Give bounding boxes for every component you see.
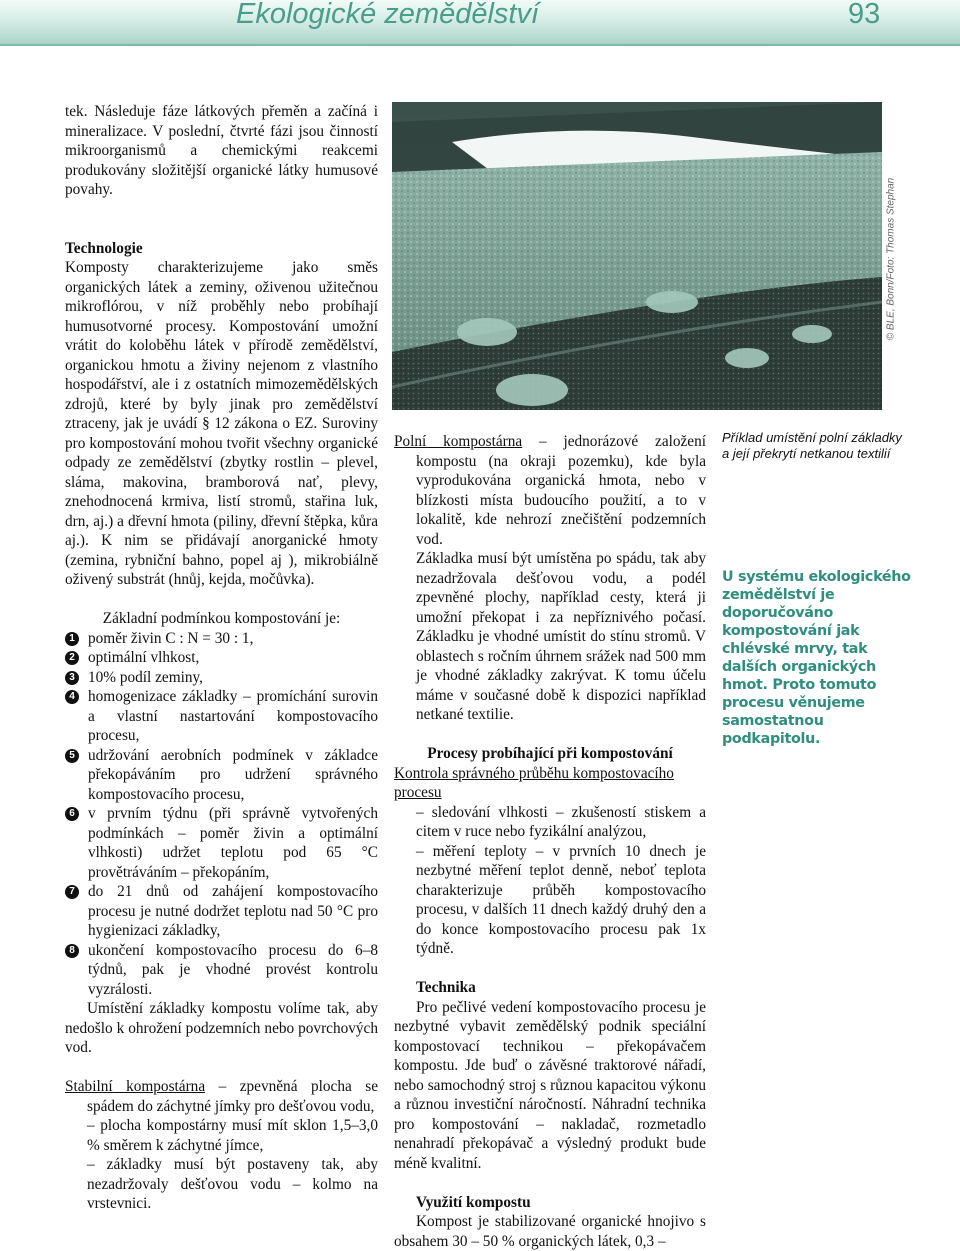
technique-heading: Technika (416, 979, 476, 996)
number-bullet: 8 (65, 944, 79, 958)
stable-compost-term: Stabilní kompostárna (65, 1078, 206, 1095)
pull-quote: U systému ekologického zemědělství je doporučováno kompostování jak chlévské mrvy, tak dalších organických hmot. Proto tomuto procesu věnujeme samostatnou podkapitolu. (722, 569, 911, 747)
list-item: 8 ukončení kompostovacího procesu do 6–8 týdnů, pak je vhodné provést kontrolu vyzrálosti. (65, 941, 378, 1000)
intro-paragraph: tek. Následuje fáze látkových přeměn a začíná i mineralizace. V poslední, čtvrté fázi jsou činností mikroorganismů a chemickými reakcemi produkovány složitější organické látky humusové povahy. (65, 103, 378, 198)
number-bullet: 1 (65, 632, 79, 646)
header-rule (0, 44, 960, 46)
list-item: 1 poměr živin C : N = 30 : 1, (65, 629, 378, 649)
number-bullet: 6 (65, 807, 79, 821)
running-title: Ekologické zemědělství (236, 0, 540, 30)
technology-heading: Technologie (65, 239, 143, 257)
processes-dash-2: – měření teploty – v prvních 10 dnech je nezbytné měření teplot denně, neboť teplota charakterizuje průběh kompostovacího procesu, v dalších 11 dnech každý druhý den a do konce kompostovacího procesu pak 1x týdně. (416, 842, 706, 957)
conditions-list (65, 629, 378, 1000)
field-compost-term: Polní kompostárna (394, 433, 523, 450)
number-bullet: 7 (65, 885, 79, 899)
technology-paragraph: Komposty charakterizujeme jako směs organických látek a zeminy, oživenou užitečnou mikroflórou, v níž proběhly nebo probíhají humusotvorné procesy. Kompostování umožní vrátit do koloběhu látek v přírodě zemědělství, organickou hmotu a živiny nejenom z vlastního hospodářství, ale i z ostatních mimozemědělských zdrojů, které by byly jinak pro zemědělství ztraceny, jak je uvádí § 12 zákona o EZ. Suroviny pro kompostování mohou tvořit všechny organické odpady ze zemědělství (zbytky rostlin – plevel, sláma, makovina, bramborová nať, plevy, znehodnocená krmiva, listí stromů, stařina luk, drn, aj.) a dřevní hmota (piliny, dřevní štěpka, kůra aj.). K nim se přidávají anorganické hmoty (zemina, rybniční bahno, popel aj ), mikrobiálně oživený substrát (hnůj, kejda, močůvka). (65, 259, 378, 588)
stable-compost-dash-1: – plocha kompostárny musí mít sklon 1,5–3,0 % směrem k záchytné jímce, (87, 1117, 378, 1154)
number-bullet: 4 (65, 690, 79, 704)
conditions-intro: Základní podmínkou kompostování je: (102, 610, 341, 627)
placement-paragraph: Umístění základky kompostu volíme tak, aby nedošlo k ohrožení podzemních nebo povrchových vod. (65, 1000, 378, 1056)
processes-heading: Procesy probíhající při kompostování (427, 745, 673, 762)
left-column (65, 102, 378, 1214)
processes-subheading: Kontrola správného průběhu kompostovacího procesu (394, 764, 674, 801)
processes-dash-1: – sledování vlhkosti – zkušeností stiskem a citem v ruce nebo fyzikální analýzou, (416, 803, 706, 840)
number-bullet: 3 (65, 671, 79, 685)
number-bullet: 5 (65, 749, 79, 763)
photo-illustration (392, 102, 882, 410)
list-item: 4 homogenizace základky – promíchání surovin a vlastní nastartování kompostovacího procesu, (65, 687, 378, 746)
list-item: 3 10% podíl zeminy, (65, 668, 378, 688)
middle-column (394, 432, 706, 1251)
list-item: 2 optimální vlhkost, (65, 648, 378, 668)
compost-field-photo (392, 102, 882, 410)
list-item: 6 v prvním týdnu (při správně vytvořených podmínkách – poměr živin a optimální vlhkosti) udržet teplotu pod 65 °C provětráváním – překopáním, (65, 804, 378, 882)
photo-credit: © BLE, Bonn/Foto: Thomas Stephan (885, 177, 897, 341)
list-item: 7 do 21 dnů od zahájení kompostovacího procesu je nutné dodržet teplotu nad 50 °C pro hygienizaci základky, (65, 882, 378, 941)
field-compost-paragraph: Polní kompostárna – jednorázové založení kompostu (na okraji pozemku), kde byla vyprodukována organická hmota, nebo v blízkosti místa budoucího použití, a to v lokalitě, kde nehrozí znečištění podzemních vod. (394, 433, 706, 548)
compost-use-paragraph: Kompost je stabilizované organické hnojivo s obsahem 30 – 50 % organických látek, 0,3 – (394, 1213, 706, 1250)
number-bullet: 2 (65, 651, 79, 665)
field-compost-paragraph-2: Základka musí být umístěna po spádu, tak aby nezadržovala dešťovou vodu, a podél zpevněné plochy, například cesty, která ji umožní překopat i za nepříznivého počasí. Základku je vhodné umístit do stínu stromů. V oblastech s ročním úhrnem srážek nad 500 mm je vhodné základky zakrývat. K tomu účelu máme v současné době k dispozici například netkané textilie. (416, 550, 706, 723)
page-number: 93 (848, 0, 881, 30)
list-item: 5 udržování aerobních podmínek v základce překopáváním pro udržení správného kompostovacího procesu, (65, 746, 378, 805)
photo-caption: Příklad umístění polní základky a její překrytí netkanou textilií (722, 430, 902, 461)
stable-compost-paragraph: Stabilní kompostárna – zpevněná plocha se spádem do záchytné jímky pro dešťovou vodu, (65, 1078, 378, 1115)
stable-compost-dash-2: – základky musí být postaveny tak, aby nezadržovaly dešťovou vodu – kolmo na vrstevnici. (87, 1156, 378, 1212)
compost-use-heading: Využití kompostu (416, 1193, 531, 1211)
technique-paragraph: Pro pečlivé vedení kompostovacího procesu je nezbytné vybavit zemědělský podnik speciální kompostovací technikou – překopávačem kompostu. Jde buď o závěsné traktorové nářadí, nebo samochodný stroj s různou kapacitou výkonu a různou investiční náročností. Náhradní technika pro kompostování – nakladač, rozmetadlo nenahradí překopávač a výsledný produkt bude méně kvalitní. (394, 998, 706, 1172)
